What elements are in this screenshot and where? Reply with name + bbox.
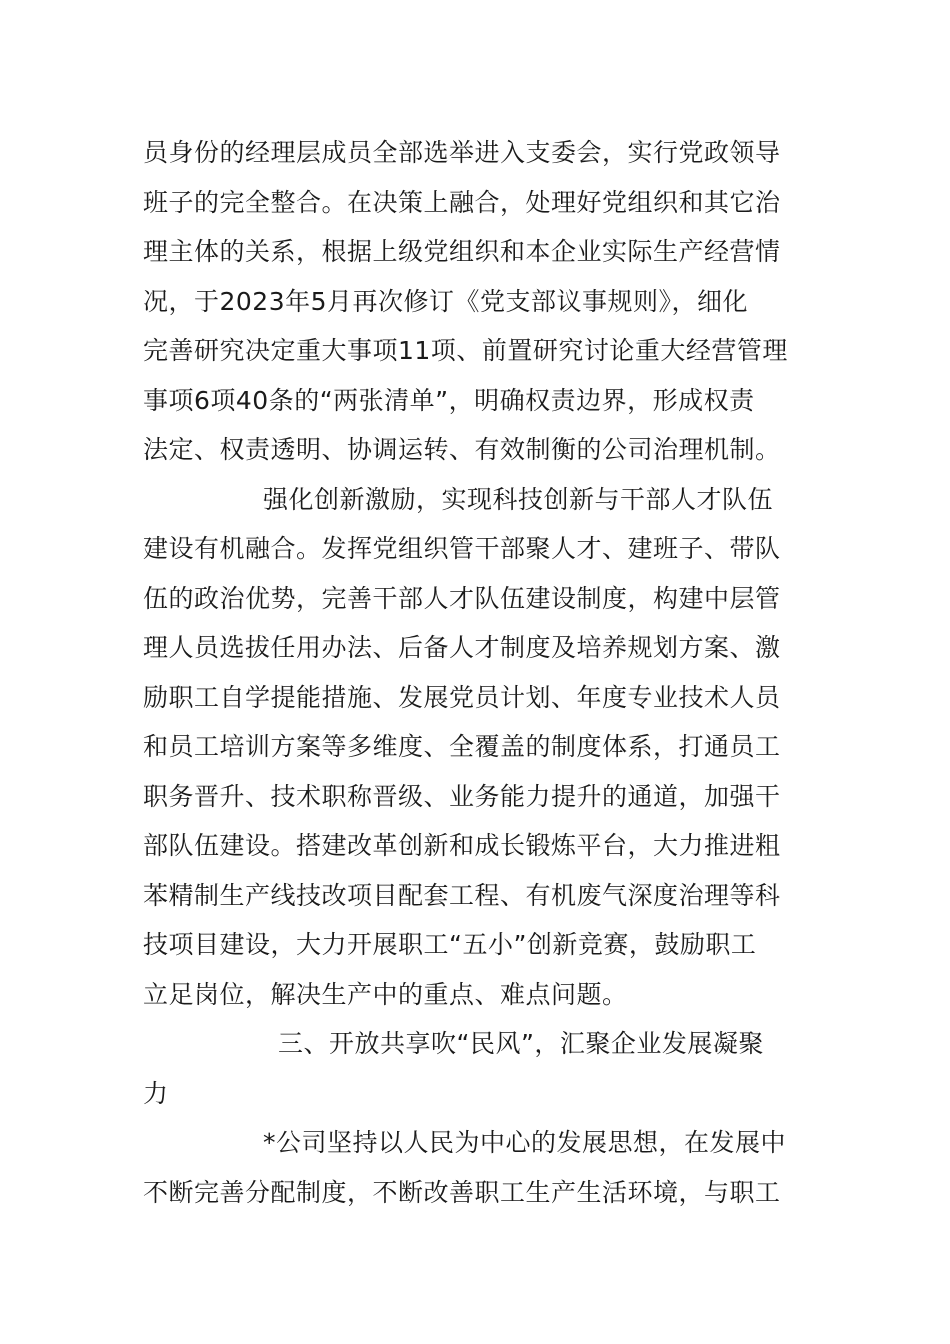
heading-line: 三、开放共享吹“民风”，汇聚企业发展凝聚	[278, 1029, 764, 1058]
text-line: 建设有机融合。发挥党组织管干部聚人才、建班子、带队	[143, 534, 781, 563]
text-line: 部队伍建设。搭建改革创新和成长锻炼平台，大力推进粗	[143, 831, 781, 860]
section-heading-3	[143, 1019, 813, 1118]
text-line: 法定、权责透明、协调运转、有效制衡的公司治理机制。	[143, 435, 781, 464]
text-line: 职务晋升、技术职称晋级、业务能力提升的通道，加强干	[143, 781, 781, 811]
document-body	[143, 128, 813, 1217]
paragraph-3	[143, 1118, 813, 1217]
text-line: 立足岗位，解决生产中的重点、难点问题。	[143, 979, 628, 1009]
text-line: 完善研究决定重大事项11项、前置研究讨论重大经营管理	[143, 336, 788, 365]
text-line: 和员工培训方案等多维度、全覆盖的制度体系，打通员工	[143, 732, 781, 761]
heading-line: 力	[143, 1078, 169, 1108]
paragraph-2	[143, 475, 813, 1020]
text-line: 伍的政治优势，完善干部人才队伍建设制度，构建中层管	[143, 583, 781, 613]
text-line: 技项目建设，大力开展职工“五小”创新竞赛，鼓励职工	[143, 930, 757, 959]
paragraph-1	[143, 128, 813, 475]
text-line: *公司坚持以人民为中心的发展思想，在发展中	[263, 1128, 787, 1157]
text-line: 理主体的关系，根据上级党组织和本企业实际生产经营情	[143, 237, 781, 266]
text-line: 况，于2023年5月再次修订《党支部议事规则》，细化	[143, 286, 749, 316]
text-line: 员身份的经理层成员全部选举进入支委会，实行党政领导	[143, 138, 781, 167]
text-line: 班子的完全整合。在决策上融合，处理好党组织和其它治	[143, 187, 781, 217]
text-line: 不断完善分配制度，不断改善职工生产生活环境，与职工	[143, 1177, 781, 1207]
text-line: 理人员选拔任用办法、后备人才制度及培养规划方案、激	[143, 633, 781, 662]
text-line: 强化创新激励，实现科技创新与干部人才队伍	[263, 484, 774, 514]
text-line: 励职工自学提能措施、发展党员计划、年度专业技术人员	[143, 682, 781, 712]
text-line: 事项6项40条的“两张清单”，明确权责边界，形成权责	[143, 385, 755, 415]
text-line: 苯精制生产线技改项目配套工程、有机废气深度治理等科	[143, 880, 781, 910]
